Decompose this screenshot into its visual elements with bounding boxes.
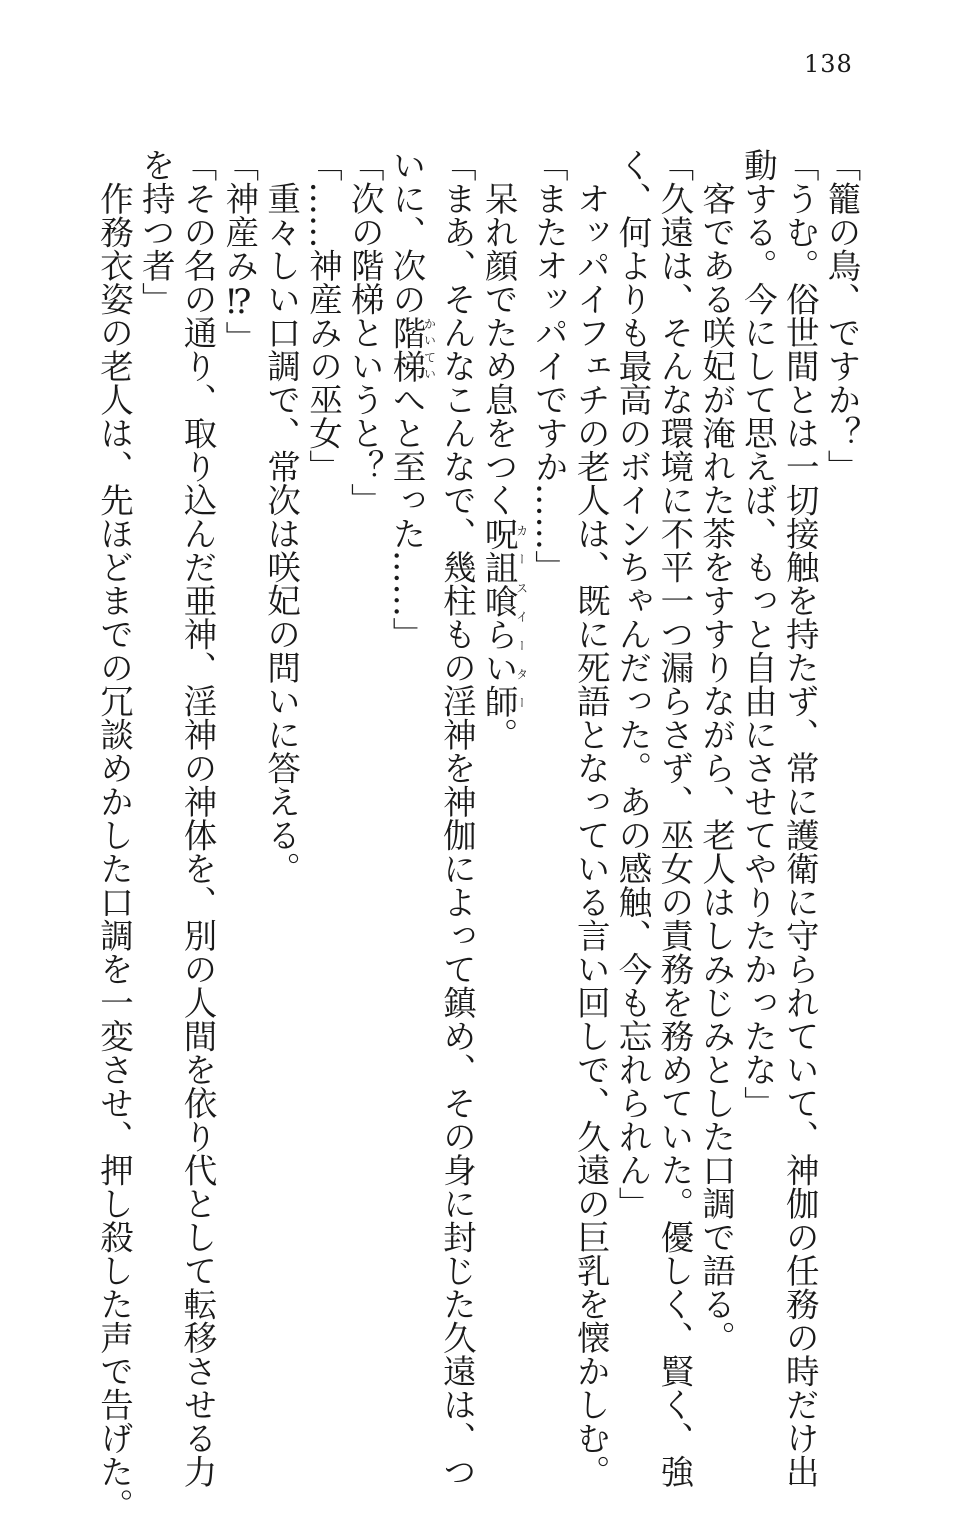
text-fragment: へと至った……」 [387, 382, 427, 651]
text-line: 作務衣姿の老人は、先ほどまでの冗談めかした口調を一変させ、押し殺した声で告げた。 [94, 148, 134, 1522]
text-line-with-ruby [477, 148, 527, 1253]
ruby-reading: かいてい [422, 315, 437, 383]
ruby-base: 呪詛喰らい師 [479, 516, 519, 718]
text-line: 動する。今にして思えば、もっと自由にさせてやりたかったな」 [738, 148, 778, 1120]
text-line: 「次の階梯というと？」 [345, 148, 385, 517]
text-line: 「その名の通り、取り込んだ亜神、淫神の神体を、別の人間を依り代として転移させる力 [178, 148, 218, 1488]
text-fragment: いに、次の [387, 148, 427, 316]
ruby-reading: カースイーター [514, 516, 529, 718]
text-line: 「久遠は、そんな環境に不平一つ漏らさず、巫女の責務を務めていた。優しく、賢く、強 [654, 148, 694, 1488]
text-line: く、何よりも最高のボインちゃんだった。あの感触、今も忘れられん」 [613, 148, 653, 1220]
text-line: 「……神産みの巫女」 [303, 148, 343, 483]
text-fragment: 呆れ顔でため息をつく [479, 148, 519, 517]
text-line: 客である咲妃が淹れた茶をすすりながら、老人はしみじみとした口調で語る。 [696, 148, 736, 1354]
text-line-with-ruby [385, 148, 435, 1253]
text-fragment: 。 [479, 717, 519, 751]
text-line: 「またオッパイですか……」 [529, 148, 569, 584]
text-line: 「うむ。俗世間とは一切接触を持たず、常に護衛に守られていて、神伽の任務の時だけ出 [780, 148, 820, 1488]
ruby-base: 階梯 [387, 315, 427, 383]
text-line: 「まあ、そんなこんなで、幾柱もの淫神を神伽によって鎮め、その身に封じた久遠は、つ [437, 148, 477, 1488]
text-line: 「神産み⁉」 [219, 148, 259, 355]
vertical-text-body [93, 148, 862, 1522]
text-line: 「籠の鳥、ですか？」 [822, 148, 861, 483]
text-line: オッパイフェチの老人は、既に死語となっている言い回しで、久遠の巨乳を懐かしむ。 [571, 148, 611, 1488]
ruby-word [479, 516, 529, 718]
text-line: 重々しい口調で、常次は咲妃の問いに答える。 [261, 148, 301, 885]
text-line: を持つ者」 [136, 148, 176, 316]
page-number: 138 [804, 50, 853, 78]
ruby-word [387, 315, 437, 383]
